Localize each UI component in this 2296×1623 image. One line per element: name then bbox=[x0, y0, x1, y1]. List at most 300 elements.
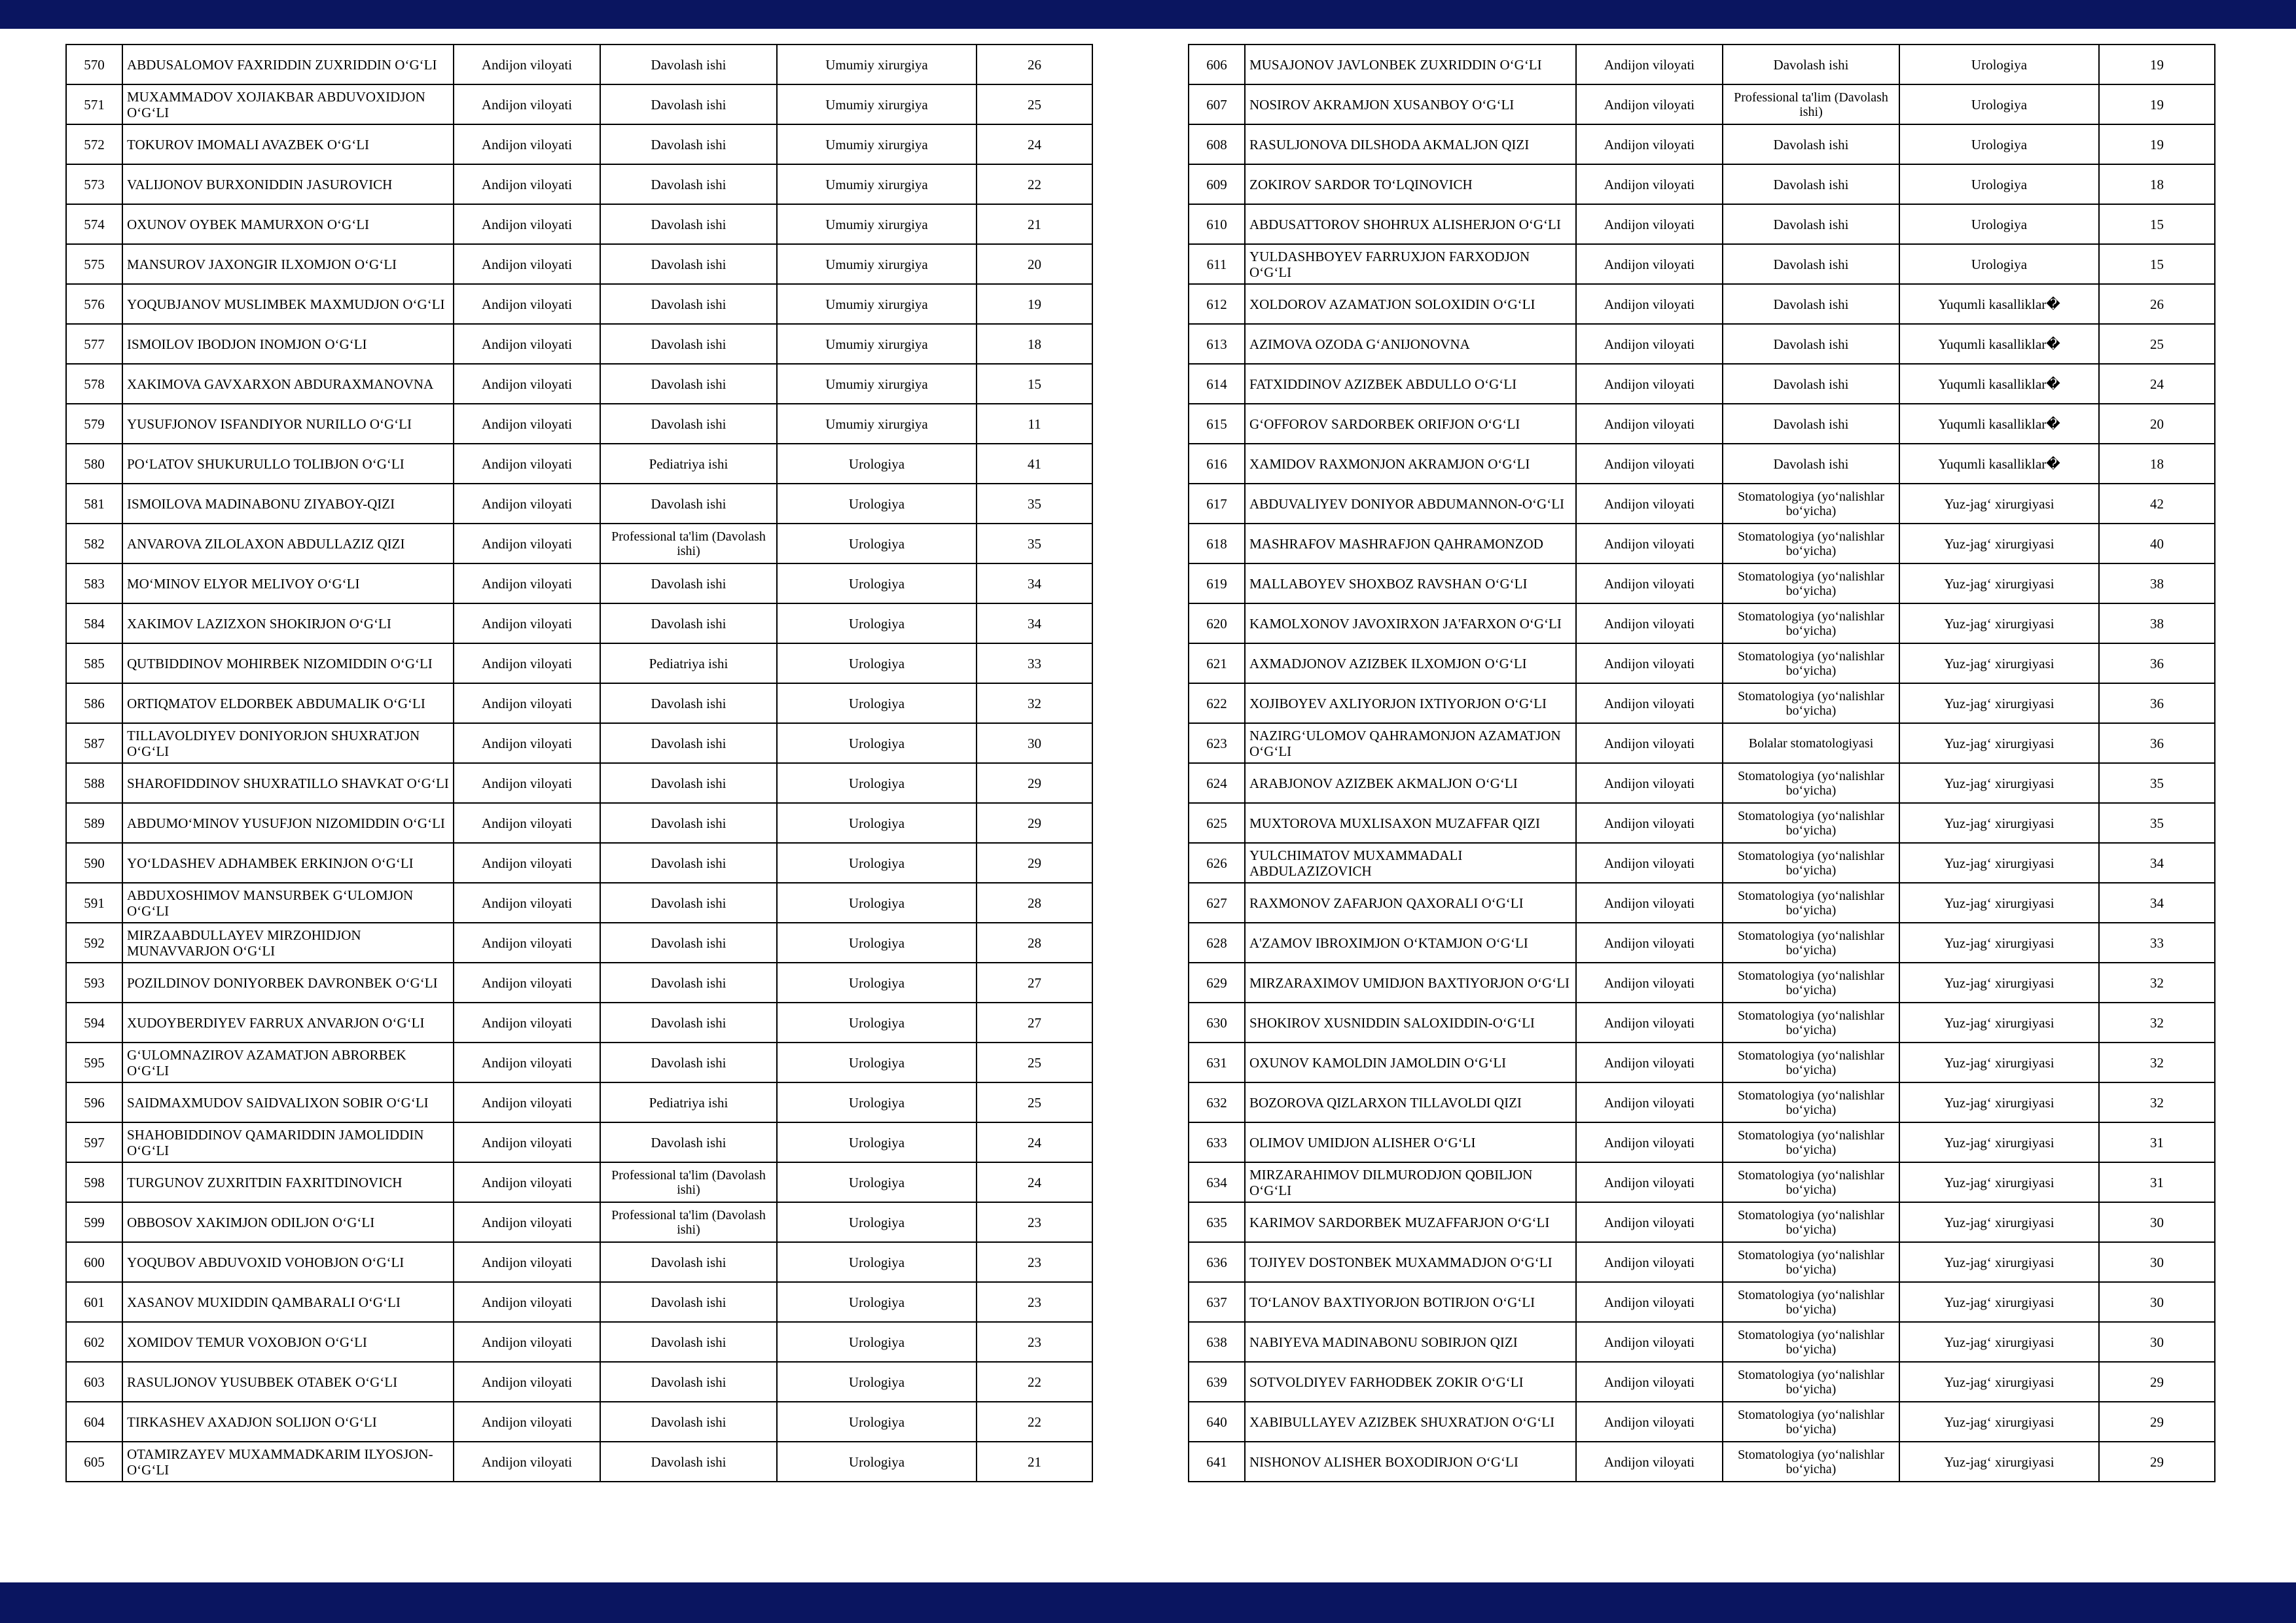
student-name-cell: XASANOV MUXIDDIN QAMBARALI O‘G‘LI bbox=[122, 1282, 454, 1322]
previous-specialty-cell: Stomatologiya (yo‘nalishlar bo‘yicha) bbox=[1723, 524, 1899, 563]
score-cell: 34 bbox=[2099, 883, 2215, 923]
score-cell: 21 bbox=[977, 204, 1092, 244]
previous-specialty-cell: Davolash ishi bbox=[600, 84, 777, 124]
previous-specialty-cell: Davolash ishi bbox=[600, 1362, 777, 1402]
table-row bbox=[66, 1003, 1092, 1043]
residency-specialty-cell: Urologiya bbox=[777, 923, 977, 963]
table-row bbox=[1189, 1362, 2215, 1402]
region-cell: Andijon viloyati bbox=[454, 1082, 600, 1122]
row-number-cell: 610 bbox=[1189, 204, 1245, 244]
table-row bbox=[1189, 1402, 2215, 1442]
previous-specialty-cell: Stomatologiya (yo‘nalishlar bo‘yicha) bbox=[1723, 1322, 1899, 1362]
student-name-cell: ARABJONOV AZIZBEK AKMALJON O‘G‘LI bbox=[1245, 763, 1576, 803]
student-name-cell: BOZOROVA QIZLARXON TILLAVOLDI QIZI bbox=[1245, 1082, 1576, 1122]
table-row bbox=[66, 1442, 1092, 1482]
residency-specialty-cell: Urologiya bbox=[1899, 164, 2099, 204]
residency-specialty-cell: Urologiya bbox=[777, 1322, 977, 1362]
residency-specialty-cell: Urologiya bbox=[777, 1122, 977, 1162]
student-name-cell: AZIMOVA OZODA G‘ANIJONOVNA bbox=[1245, 324, 1576, 364]
score-cell: 36 bbox=[2099, 723, 2215, 763]
region-cell: Andijon viloyati bbox=[1576, 204, 1723, 244]
row-number-cell: 613 bbox=[1189, 324, 1245, 364]
row-number-cell: 614 bbox=[1189, 364, 1245, 404]
student-name-cell: XUDOYBERDIYEV FARRUX ANVARJON O‘G‘LI bbox=[122, 1003, 454, 1043]
score-cell: 18 bbox=[2099, 444, 2215, 484]
region-cell: Andijon viloyati bbox=[454, 404, 600, 444]
row-number-cell: 599 bbox=[66, 1202, 122, 1242]
table-row bbox=[1189, 444, 2215, 484]
residency-specialty-cell: Yuz-jag‘ xirurgiyasi bbox=[1899, 923, 2099, 963]
residency-specialty-cell: Umumiy xirurgiya bbox=[777, 204, 977, 244]
student-name-cell: VALIJONOV BURXONIDDIN JASUROVICH bbox=[122, 164, 454, 204]
row-number-cell: 585 bbox=[66, 643, 122, 683]
table-row bbox=[66, 84, 1092, 124]
student-name-cell: QUTBIDDINOV MOHIRBEK NIZOMIDDIN O‘G‘LI bbox=[122, 643, 454, 683]
table-row bbox=[66, 683, 1092, 723]
roster-table-right bbox=[1188, 44, 2215, 1482]
region-cell: Andijon viloyati bbox=[454, 444, 600, 484]
region-cell: Andijon viloyati bbox=[454, 484, 600, 524]
score-cell: 40 bbox=[2099, 524, 2215, 563]
previous-specialty-cell: Stomatologiya (yo‘nalishlar bo‘yicha) bbox=[1723, 1282, 1899, 1322]
residency-specialty-cell: Umumiy xirurgiya bbox=[777, 284, 977, 324]
student-name-cell: XOMIDOV TEMUR VOXOBJON O‘G‘LI bbox=[122, 1322, 454, 1362]
region-cell: Andijon viloyati bbox=[1576, 683, 1723, 723]
row-number-cell: 625 bbox=[1189, 803, 1245, 843]
score-cell: 34 bbox=[2099, 843, 2215, 883]
score-cell: 38 bbox=[2099, 563, 2215, 603]
table-row bbox=[66, 1043, 1092, 1082]
residency-specialty-cell: Urologiya bbox=[777, 563, 977, 603]
region-cell: Andijon viloyati bbox=[454, 124, 600, 164]
previous-specialty-cell: Stomatologiya (yo‘nalishlar bo‘yicha) bbox=[1723, 563, 1899, 603]
score-cell: 25 bbox=[2099, 324, 2215, 364]
region-cell: Andijon viloyati bbox=[1576, 843, 1723, 883]
student-name-cell: YULCHIMATOV MUXAMMADALI ABDULAZIZOVICH bbox=[1245, 843, 1576, 883]
residency-specialty-cell: Umumiy xirurgiya bbox=[777, 324, 977, 364]
top-band bbox=[0, 0, 2296, 29]
residency-specialty-cell: Urologiya bbox=[777, 883, 977, 923]
student-name-cell: YO‘LDASHEV ADHAMBEK ERKINJON O‘G‘LI bbox=[122, 843, 454, 883]
row-number-cell: 632 bbox=[1189, 1082, 1245, 1122]
student-name-cell: ABDUVALIYEV DONIYOR ABDUMANNON-O‘G‘LI bbox=[1245, 484, 1576, 524]
residency-specialty-cell: Yuz-jag‘ xirurgiyasi bbox=[1899, 1082, 2099, 1122]
row-number-cell: 594 bbox=[66, 1003, 122, 1043]
row-number-cell: 578 bbox=[66, 364, 122, 404]
table-row bbox=[66, 1402, 1092, 1442]
row-number-cell: 586 bbox=[66, 683, 122, 723]
residency-specialty-cell: Yuz-jag‘ xirurgiyasi bbox=[1899, 803, 2099, 843]
row-number-cell: 608 bbox=[1189, 124, 1245, 164]
score-cell: 18 bbox=[977, 324, 1092, 364]
residency-specialty-cell: Urologiya bbox=[1899, 124, 2099, 164]
table-row bbox=[1189, 763, 2215, 803]
row-number-cell: 626 bbox=[1189, 843, 1245, 883]
student-name-cell: TURGUNOV ZUXRITDIN FAXRITDINOVICH bbox=[122, 1162, 454, 1202]
previous-specialty-cell: Davolash ishi bbox=[1723, 404, 1899, 444]
region-cell: Andijon viloyati bbox=[1576, 923, 1723, 963]
row-number-cell: 593 bbox=[66, 963, 122, 1003]
previous-specialty-cell: Stomatologiya (yo‘nalishlar bo‘yicha) bbox=[1723, 484, 1899, 524]
region-cell: Andijon viloyati bbox=[1576, 444, 1723, 484]
row-number-cell: 621 bbox=[1189, 643, 1245, 683]
table-row bbox=[1189, 1043, 2215, 1082]
student-name-cell: MO‘MINOV ELYOR MELIVOY O‘G‘LI bbox=[122, 563, 454, 603]
residency-specialty-cell: Yuz-jag‘ xirurgiyasi bbox=[1899, 723, 2099, 763]
table-row bbox=[1189, 484, 2215, 524]
score-cell: 30 bbox=[2099, 1322, 2215, 1362]
table-row bbox=[66, 843, 1092, 883]
score-cell: 15 bbox=[977, 364, 1092, 404]
table-row bbox=[66, 204, 1092, 244]
previous-specialty-cell: Stomatologiya (yo‘nalishlar bo‘yicha) bbox=[1723, 1082, 1899, 1122]
region-cell: Andijon viloyati bbox=[1576, 45, 1723, 84]
region-cell: Andijon viloyati bbox=[454, 923, 600, 963]
student-name-cell: AXMADJONOV AZIZBEK ILXOMJON O‘G‘LI bbox=[1245, 643, 1576, 683]
table-row bbox=[1189, 1442, 2215, 1482]
residency-specialty-cell: Yuz-jag‘ xirurgiyasi bbox=[1899, 1322, 2099, 1362]
student-name-cell: FATXIDDINOV AZIZBEK ABDULLO O‘G‘LI bbox=[1245, 364, 1576, 404]
row-number-cell: 598 bbox=[66, 1162, 122, 1202]
table-row bbox=[1189, 45, 2215, 84]
student-name-cell: MASHRAFOV MASHRAFJON QAHRAMONZOD bbox=[1245, 524, 1576, 563]
row-number-cell: 627 bbox=[1189, 883, 1245, 923]
residency-specialty-cell: Urologiya bbox=[777, 1362, 977, 1402]
region-cell: Andijon viloyati bbox=[454, 563, 600, 603]
row-number-cell: 624 bbox=[1189, 763, 1245, 803]
previous-specialty-cell: Davolash ishi bbox=[600, 723, 777, 763]
student-name-cell: OTAMIRZAYEV MUXAMMADKARIM ILYOSJON-O‘G‘LI bbox=[122, 1442, 454, 1482]
score-cell: 31 bbox=[2099, 1162, 2215, 1202]
previous-specialty-cell: Davolash ishi bbox=[600, 1402, 777, 1442]
student-name-cell: XOLDOROV AZAMATJON SOLOXIDIN O‘G‘LI bbox=[1245, 284, 1576, 324]
score-cell: 22 bbox=[977, 1402, 1092, 1442]
row-number-cell: 606 bbox=[1189, 45, 1245, 84]
region-cell: Andijon viloyati bbox=[1576, 164, 1723, 204]
previous-specialty-cell: Davolash ishi bbox=[600, 124, 777, 164]
row-number-cell: 602 bbox=[66, 1322, 122, 1362]
residency-specialty-cell: Urologiya bbox=[777, 484, 977, 524]
residency-specialty-cell: Yuz-jag‘ xirurgiyasi bbox=[1899, 1043, 2099, 1082]
score-cell: 18 bbox=[2099, 164, 2215, 204]
student-name-cell: MIRZARAXIMOV UMIDJON BAXTIYORJON O‘G‘LI bbox=[1245, 963, 1576, 1003]
previous-specialty-cell: Davolash ishi bbox=[600, 803, 777, 843]
row-number-cell: 583 bbox=[66, 563, 122, 603]
student-name-cell: YULDASHBOYEV FARRUXJON FARXODJON O‘G‘LI bbox=[1245, 244, 1576, 284]
previous-specialty-cell: Davolash ishi bbox=[1723, 324, 1899, 364]
score-cell: 24 bbox=[977, 124, 1092, 164]
row-number-cell: 617 bbox=[1189, 484, 1245, 524]
residency-specialty-cell: Yuqumli kasalliklar� bbox=[1899, 404, 2099, 444]
previous-specialty-cell: Davolash ishi bbox=[1723, 244, 1899, 284]
previous-specialty-cell: Pediatriya ishi bbox=[600, 1082, 777, 1122]
score-cell: 24 bbox=[2099, 364, 2215, 404]
previous-specialty-cell: Davolash ishi bbox=[600, 763, 777, 803]
region-cell: Andijon viloyati bbox=[454, 1322, 600, 1362]
student-name-cell: ISMOILOVA MADINABONU ZIYABOY-QIZI bbox=[122, 484, 454, 524]
region-cell: Andijon viloyati bbox=[454, 1122, 600, 1162]
previous-specialty-cell: Davolash ishi bbox=[600, 1282, 777, 1322]
score-cell: 28 bbox=[977, 883, 1092, 923]
student-name-cell: XAKIMOVA GAVXARXON ABDURAXMANOVNA bbox=[122, 364, 454, 404]
student-name-cell: G‘ULOMNAZIROV AZAMATJON ABRORBEK O‘G‘LI bbox=[122, 1043, 454, 1082]
student-name-cell: XAMIDOV RAXMONJON AKRAMJON O‘G‘LI bbox=[1245, 444, 1576, 484]
row-number-cell: 581 bbox=[66, 484, 122, 524]
previous-specialty-cell: Davolash ishi bbox=[600, 324, 777, 364]
previous-specialty-cell: Davolash ishi bbox=[600, 843, 777, 883]
table-row bbox=[1189, 284, 2215, 324]
table-row bbox=[66, 164, 1092, 204]
row-number-cell: 571 bbox=[66, 84, 122, 124]
previous-specialty-cell: Bolalar stomatologiyasi bbox=[1723, 723, 1899, 763]
residency-specialty-cell: Urologiya bbox=[777, 643, 977, 683]
row-number-cell: 575 bbox=[66, 244, 122, 284]
region-cell: Andijon viloyati bbox=[1576, 1122, 1723, 1162]
residency-specialty-cell: Urologiya bbox=[777, 683, 977, 723]
student-name-cell: MUSAJONOV JAVLONBEK ZUXRIDDIN O‘G‘LI bbox=[1245, 45, 1576, 84]
previous-specialty-cell: Davolash ishi bbox=[600, 404, 777, 444]
student-name-cell: ISMOILOV IBODJON INOMJON O‘G‘LI bbox=[122, 324, 454, 364]
region-cell: Andijon viloyati bbox=[454, 1402, 600, 1442]
region-cell: Andijon viloyati bbox=[1576, 244, 1723, 284]
score-cell: 32 bbox=[977, 683, 1092, 723]
row-number-cell: 597 bbox=[66, 1122, 122, 1162]
student-name-cell: SOTVOLDIYEV FARHODBEK ZOKIR O‘G‘LI bbox=[1245, 1362, 1576, 1402]
score-cell: 20 bbox=[977, 244, 1092, 284]
score-cell: 19 bbox=[977, 284, 1092, 324]
table-row bbox=[66, 1282, 1092, 1322]
score-cell: 29 bbox=[977, 803, 1092, 843]
row-number-cell: 640 bbox=[1189, 1402, 1245, 1442]
residency-specialty-cell: Urologiya bbox=[1899, 45, 2099, 84]
row-number-cell: 588 bbox=[66, 763, 122, 803]
score-cell: 23 bbox=[977, 1282, 1092, 1322]
student-name-cell: MALLABOYEV SHOXBOZ RAVSHAN O‘G‘LI bbox=[1245, 563, 1576, 603]
previous-specialty-cell: Professional ta'lim (Davolash ishi) bbox=[1723, 84, 1899, 124]
student-name-cell: SAIDMAXMUDOV SAIDVALIXON SOBIR O‘G‘LI bbox=[122, 1082, 454, 1122]
region-cell: Andijon viloyati bbox=[454, 1043, 600, 1082]
table-row bbox=[1189, 1003, 2215, 1043]
residency-specialty-cell: Urologiya bbox=[777, 843, 977, 883]
row-number-cell: 574 bbox=[66, 204, 122, 244]
score-cell: 35 bbox=[2099, 803, 2215, 843]
residency-specialty-cell: Umumiy xirurgiya bbox=[777, 84, 977, 124]
table-row bbox=[1189, 1082, 2215, 1122]
region-cell: Andijon viloyati bbox=[1576, 364, 1723, 404]
row-number-cell: 591 bbox=[66, 883, 122, 923]
student-name-cell: NISHONOV ALISHER BOXODIRJON O‘G‘LI bbox=[1245, 1442, 1576, 1482]
table-row bbox=[66, 763, 1092, 803]
previous-specialty-cell: Stomatologiya (yo‘nalishlar bo‘yicha) bbox=[1723, 1122, 1899, 1162]
region-cell: Andijon viloyati bbox=[1576, 803, 1723, 843]
previous-specialty-cell: Davolash ishi bbox=[600, 1442, 777, 1482]
row-number-cell: 590 bbox=[66, 843, 122, 883]
table-row bbox=[1189, 683, 2215, 723]
region-cell: Andijon viloyati bbox=[454, 763, 600, 803]
table-row bbox=[66, 1202, 1092, 1242]
table-row bbox=[1189, 963, 2215, 1003]
residency-specialty-cell: Yuz-jag‘ xirurgiyasi bbox=[1899, 1122, 2099, 1162]
score-cell: 33 bbox=[2099, 923, 2215, 963]
residency-specialty-cell: Urologiya bbox=[777, 603, 977, 643]
row-number-cell: 577 bbox=[66, 324, 122, 364]
score-cell: 21 bbox=[977, 1442, 1092, 1482]
score-cell: 29 bbox=[2099, 1402, 2215, 1442]
residency-specialty-cell: Urologiya bbox=[1899, 84, 2099, 124]
score-cell: 25 bbox=[977, 84, 1092, 124]
score-cell: 25 bbox=[977, 1043, 1092, 1082]
region-cell: Andijon viloyati bbox=[1576, 1362, 1723, 1402]
residency-specialty-cell: Yuz-jag‘ xirurgiyasi bbox=[1899, 1442, 2099, 1482]
student-name-cell: ABDUSATTOROV SHOHRUX ALISHERJON O‘G‘LI bbox=[1245, 204, 1576, 244]
previous-specialty-cell: Davolash ishi bbox=[600, 364, 777, 404]
previous-specialty-cell: Davolash ishi bbox=[600, 484, 777, 524]
score-cell: 23 bbox=[977, 1242, 1092, 1282]
previous-specialty-cell: Stomatologiya (yo‘nalishlar bo‘yicha) bbox=[1723, 763, 1899, 803]
student-name-cell: YUSUFJONOV ISFANDIYOR NURILLO O‘G‘LI bbox=[122, 404, 454, 444]
student-name-cell: XOJIBOYEV AXLIYORJON IXTIYORJON O‘G‘LI bbox=[1245, 683, 1576, 723]
score-cell: 29 bbox=[2099, 1362, 2215, 1402]
region-cell: Andijon viloyati bbox=[454, 1003, 600, 1043]
student-name-cell: ABDUSALOMOV FAXRIDDIN ZUXRIDDIN O‘G‘LI bbox=[122, 45, 454, 84]
row-number-cell: 612 bbox=[1189, 284, 1245, 324]
row-number-cell: 622 bbox=[1189, 683, 1245, 723]
region-cell: Andijon viloyati bbox=[1576, 1322, 1723, 1362]
student-name-cell: XAKIMOV LAZIZXON SHOKIRJON O‘G‘LI bbox=[122, 603, 454, 643]
score-cell: 24 bbox=[977, 1122, 1092, 1162]
table-row bbox=[66, 404, 1092, 444]
student-name-cell: ABDUMO‘MINOV YUSUFJON NIZOMIDDIN O‘G‘LI bbox=[122, 803, 454, 843]
previous-specialty-cell: Stomatologiya (yo‘nalishlar bo‘yicha) bbox=[1723, 1003, 1899, 1043]
table-row bbox=[66, 723, 1092, 763]
score-cell: 35 bbox=[977, 484, 1092, 524]
student-name-cell: ORTIQMATOV ELDORBEK ABDUMALIK O‘G‘LI bbox=[122, 683, 454, 723]
table-row bbox=[1189, 643, 2215, 683]
previous-specialty-cell: Davolash ishi bbox=[600, 563, 777, 603]
student-name-cell: SHAROFIDDINOV SHUXRATILLO SHAVKAT O‘G‘LI bbox=[122, 763, 454, 803]
student-name-cell: RAXMONOV ZAFARJON QAXORALI O‘G‘LI bbox=[1245, 883, 1576, 923]
table-row bbox=[1189, 1122, 2215, 1162]
score-cell: 42 bbox=[2099, 484, 2215, 524]
table-row bbox=[66, 963, 1092, 1003]
residency-specialty-cell: Yuz-jag‘ xirurgiyasi bbox=[1899, 843, 2099, 883]
student-name-cell: MUXAMMADOV XOJIAKBAR ABDUVOXIDJON O‘G‘LI bbox=[122, 84, 454, 124]
student-name-cell: A'ZAMOV IBROXIMJON O‘KTAMJON O‘G‘LI bbox=[1245, 923, 1576, 963]
score-cell: 22 bbox=[977, 164, 1092, 204]
row-number-cell: 576 bbox=[66, 284, 122, 324]
table-row bbox=[66, 324, 1092, 364]
score-cell: 28 bbox=[977, 923, 1092, 963]
row-number-cell: 589 bbox=[66, 803, 122, 843]
previous-specialty-cell: Stomatologiya (yo‘nalishlar bo‘yicha) bbox=[1723, 923, 1899, 963]
table-row bbox=[1189, 244, 2215, 284]
score-cell: 24 bbox=[977, 1162, 1092, 1202]
residency-specialty-cell: Yuz-jag‘ xirurgiyasi bbox=[1899, 484, 2099, 524]
student-name-cell: SHAHOBIDDINOV QAMARIDDIN JAMOLIDDIN O‘G‘LI bbox=[122, 1122, 454, 1162]
table-row bbox=[66, 524, 1092, 563]
student-name-cell: TILLAVOLDIYEV DONIYORJON SHUXRATJON O‘G‘LI bbox=[122, 723, 454, 763]
residency-specialty-cell: Urologiya bbox=[777, 963, 977, 1003]
row-number-cell: 603 bbox=[66, 1362, 122, 1402]
residency-specialty-cell: Urologiya bbox=[1899, 204, 2099, 244]
region-cell: Andijon viloyati bbox=[454, 643, 600, 683]
table-row bbox=[66, 1082, 1092, 1122]
residency-specialty-cell: Umumiy xirurgiya bbox=[777, 164, 977, 204]
region-cell: Andijon viloyati bbox=[454, 1282, 600, 1322]
region-cell: Andijon viloyati bbox=[454, 1242, 600, 1282]
table-row bbox=[1189, 1282, 2215, 1322]
score-cell: 31 bbox=[2099, 1122, 2215, 1162]
previous-specialty-cell: Davolash ishi bbox=[600, 244, 777, 284]
residency-specialty-cell: Urologiya bbox=[777, 1402, 977, 1442]
score-cell: 20 bbox=[2099, 404, 2215, 444]
row-number-cell: 587 bbox=[66, 723, 122, 763]
score-cell: 32 bbox=[2099, 1003, 2215, 1043]
row-number-cell: 629 bbox=[1189, 963, 1245, 1003]
previous-specialty-cell: Davolash ishi bbox=[600, 1122, 777, 1162]
score-cell: 27 bbox=[977, 963, 1092, 1003]
previous-specialty-cell: Professional ta'lim (Davolash ishi) bbox=[600, 1162, 777, 1202]
student-name-cell: ANVAROVA ZILOLAXON ABDULLAZIZ QIZI bbox=[122, 524, 454, 563]
previous-specialty-cell: Pediatriya ishi bbox=[600, 444, 777, 484]
table-row bbox=[1189, 124, 2215, 164]
table-row bbox=[1189, 563, 2215, 603]
student-name-cell: TOKUROV IMOMALI AVAZBEK O‘G‘LI bbox=[122, 124, 454, 164]
residency-specialty-cell: Yuz-jag‘ xirurgiyasi bbox=[1899, 763, 2099, 803]
table-row bbox=[1189, 204, 2215, 244]
table-row bbox=[66, 883, 1092, 923]
previous-specialty-cell: Stomatologiya (yo‘nalishlar bo‘yicha) bbox=[1723, 1043, 1899, 1082]
table-row bbox=[66, 563, 1092, 603]
region-cell: Andijon viloyati bbox=[454, 1442, 600, 1482]
score-cell: 36 bbox=[2099, 643, 2215, 683]
table-row bbox=[66, 284, 1092, 324]
table-row bbox=[1189, 923, 2215, 963]
region-cell: Andijon viloyati bbox=[454, 164, 600, 204]
table-row bbox=[66, 484, 1092, 524]
row-number-cell: 605 bbox=[66, 1442, 122, 1482]
residency-specialty-cell: Umumiy xirurgiya bbox=[777, 244, 977, 284]
student-name-cell: MANSUROV JAXONGIR ILXOMJON O‘G‘LI bbox=[122, 244, 454, 284]
score-cell: 26 bbox=[977, 45, 1092, 84]
score-cell: 35 bbox=[977, 524, 1092, 563]
row-number-cell: 570 bbox=[66, 45, 122, 84]
student-name-cell: TIRKASHEV AXADJON SOLIJON O‘G‘LI bbox=[122, 1402, 454, 1442]
row-number-cell: 579 bbox=[66, 404, 122, 444]
table-row bbox=[66, 643, 1092, 683]
table-row bbox=[66, 923, 1092, 963]
student-name-cell: MUXTOROVA MUXLISAXON MUZAFFAR QIZI bbox=[1245, 803, 1576, 843]
student-name-cell: ABDUXOSHIMOV MANSURBEK G‘ULOMJON O‘G‘LI bbox=[122, 883, 454, 923]
score-cell: 23 bbox=[977, 1202, 1092, 1242]
previous-specialty-cell: Davolash ishi bbox=[1723, 444, 1899, 484]
student-name-cell: NAZIRG‘ULOMOV QAHRAMONJON AZAMATJON O‘G‘LI bbox=[1245, 723, 1576, 763]
table-row bbox=[1189, 883, 2215, 923]
residency-specialty-cell: Yuqumli kasalliklar� bbox=[1899, 284, 2099, 324]
score-cell: 33 bbox=[977, 643, 1092, 683]
previous-specialty-cell: Davolash ishi bbox=[600, 164, 777, 204]
region-cell: Andijon viloyati bbox=[1576, 1162, 1723, 1202]
student-name-cell: MIRZARAHIMOV DILMURODJON QOBILJON O‘G‘LI bbox=[1245, 1162, 1576, 1202]
previous-specialty-cell: Davolash ishi bbox=[1723, 164, 1899, 204]
score-cell: 27 bbox=[977, 1003, 1092, 1043]
residency-specialty-cell: Umumiy xirurgiya bbox=[777, 364, 977, 404]
residency-specialty-cell: Yuz-jag‘ xirurgiyasi bbox=[1899, 1202, 2099, 1242]
previous-specialty-cell: Stomatologiya (yo‘nalishlar bo‘yicha) bbox=[1723, 1162, 1899, 1202]
score-cell: 29 bbox=[2099, 1442, 2215, 1482]
previous-specialty-cell: Stomatologiya (yo‘nalishlar bo‘yicha) bbox=[1723, 1362, 1899, 1402]
region-cell: Andijon viloyati bbox=[1576, 1282, 1723, 1322]
